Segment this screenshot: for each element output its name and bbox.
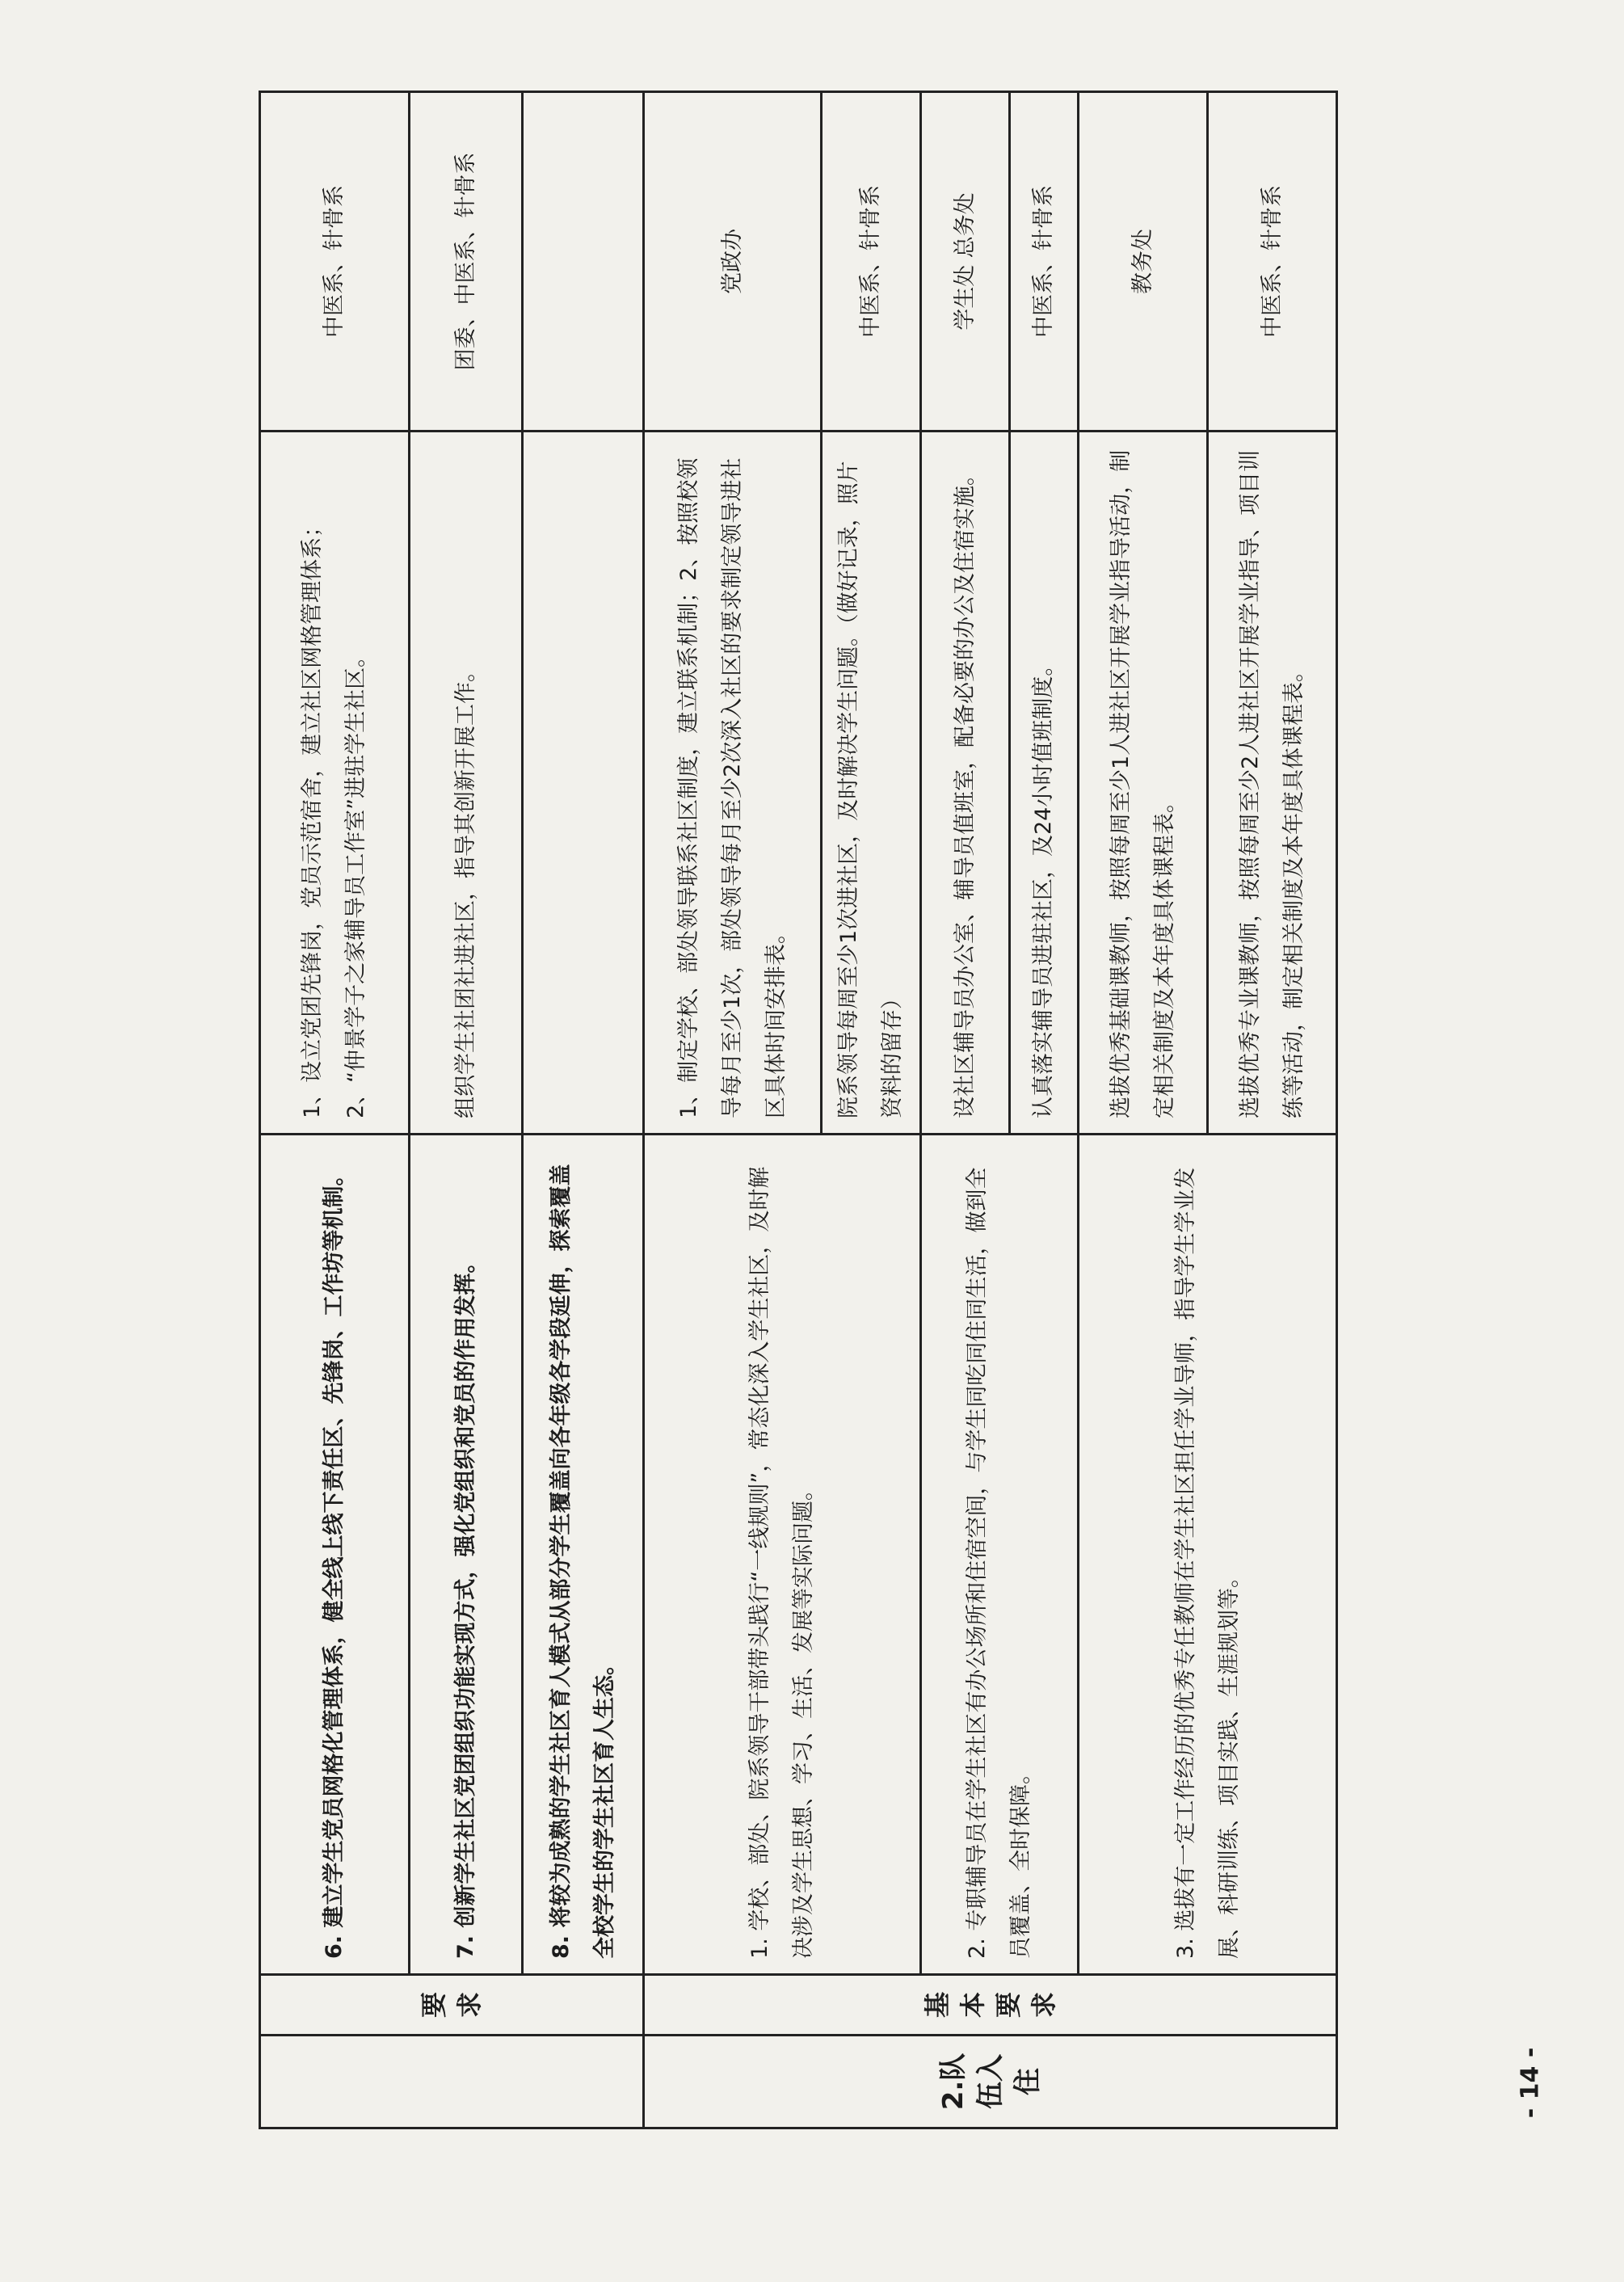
task-table [259,91,1338,2129]
dept-8 [523,92,644,432]
dept-b1-2: 中医系、针骨系 [822,92,921,432]
category-cell-top [260,2036,644,2128]
req-type-cell-top: 要 求 [260,1975,644,2036]
measure-8 [523,432,644,1135]
measure-7: 组织学生社团社进社区，指导其创新开展工作。 [410,432,523,1135]
requirement-6: 6. 建立学生党员网格化管理体系，健全线上线下责任区、先锋岗、工作坊等机制。 [260,1135,410,1975]
dept-b3-2: 中医系、针骨系 [1208,92,1337,432]
requirement-b1: 1. 学校、部处、院系领导干部带头践行“一线规则”，常态化深入学生社区，及时解决涉及学生思想、学习、生活、发展等实际问题。 [644,1135,921,1975]
dept-7: 团委、中医系、针骨系 [410,92,523,432]
dept-b1-1: 党政办 [644,92,822,432]
measure-b3-1: 选拔优秀基础课教师，按照每周至少1人进社区开展学业指导活动，制定相关制度及本年度具体课程表。 [1079,432,1208,1135]
measure-b1-2: 院系领导每周至少1次进社区，及时解决学生问题。（做好记录，照片资料的留存） [822,432,921,1135]
measure-b2-2: 认真落实辅导员进驻社区，及24小时值班制度。 [1010,432,1079,1135]
table-row [921,92,1010,2128]
dept-6: 中医系、针骨系 [260,92,410,432]
table-row [523,92,644,2128]
page-number: - 14 - [1516,2047,1545,2119]
dept-b3-1: 教务处 [1079,92,1208,432]
requirement-b3: 3. 选拔有一定工作经历的优秀专任教师在学生社区担任学业导师，指导学生学业发展、科研训练、项目实践、生涯规划等。 [1079,1135,1337,1975]
measure-b1-1: 1、制定学校、部处领导联系社区制度，建立联系机制；2、按照校领导每月至少1次，部处领导每月至少2次深入社区的要求制定领导进社区具体时间安排表。 [644,432,822,1135]
requirement-7: 7. 创新学生社区党团组织功能实现方式，强化党组织和党员的作用发挥。 [410,1135,523,1975]
dept-b2-2: 中医系、针骨系 [1010,92,1079,432]
category-cell-team: 2.队伍入 住 [644,2036,1337,2128]
requirement-8: 8. 将较为成熟的学生社区育人模式从部分学生覆盖向各年级各学段延伸，探索覆盖全校学生的学生社区育人生态。 [523,1135,644,1975]
table-row [410,92,523,2128]
measure-b3-2: 选拔优秀专业课教师，按照每周至少2人进社区开展学业指导、项目训练等活动，制定相关制度及本年度具体课程表。 [1208,432,1337,1135]
requirement-b2: 2. 专职辅导员在学生社区有办公场所和住宿空间，与学生同吃同住同生活，做到全员覆盖、全时保障。 [921,1135,1079,1975]
rotated-table-container [259,93,1325,2129]
table-row [644,92,822,2128]
table-row [1079,92,1208,2128]
req-type-cell-basic: 基 本 要 求 [644,1975,1337,2036]
table-row [260,92,410,2128]
measure-6: 1、设立党团先锋岗，党员示范宿舍，建立社区网格管理体系；2、“仲景学子之家辅导员工作室”进驻学生社区。 [260,432,410,1135]
dept-b2-1: 学生处 总务处 [921,92,1010,432]
measure-b2-1: 设社区辅导员办公室、辅导员值班室，配备必要的办公及住宿实施。 [921,432,1010,1135]
